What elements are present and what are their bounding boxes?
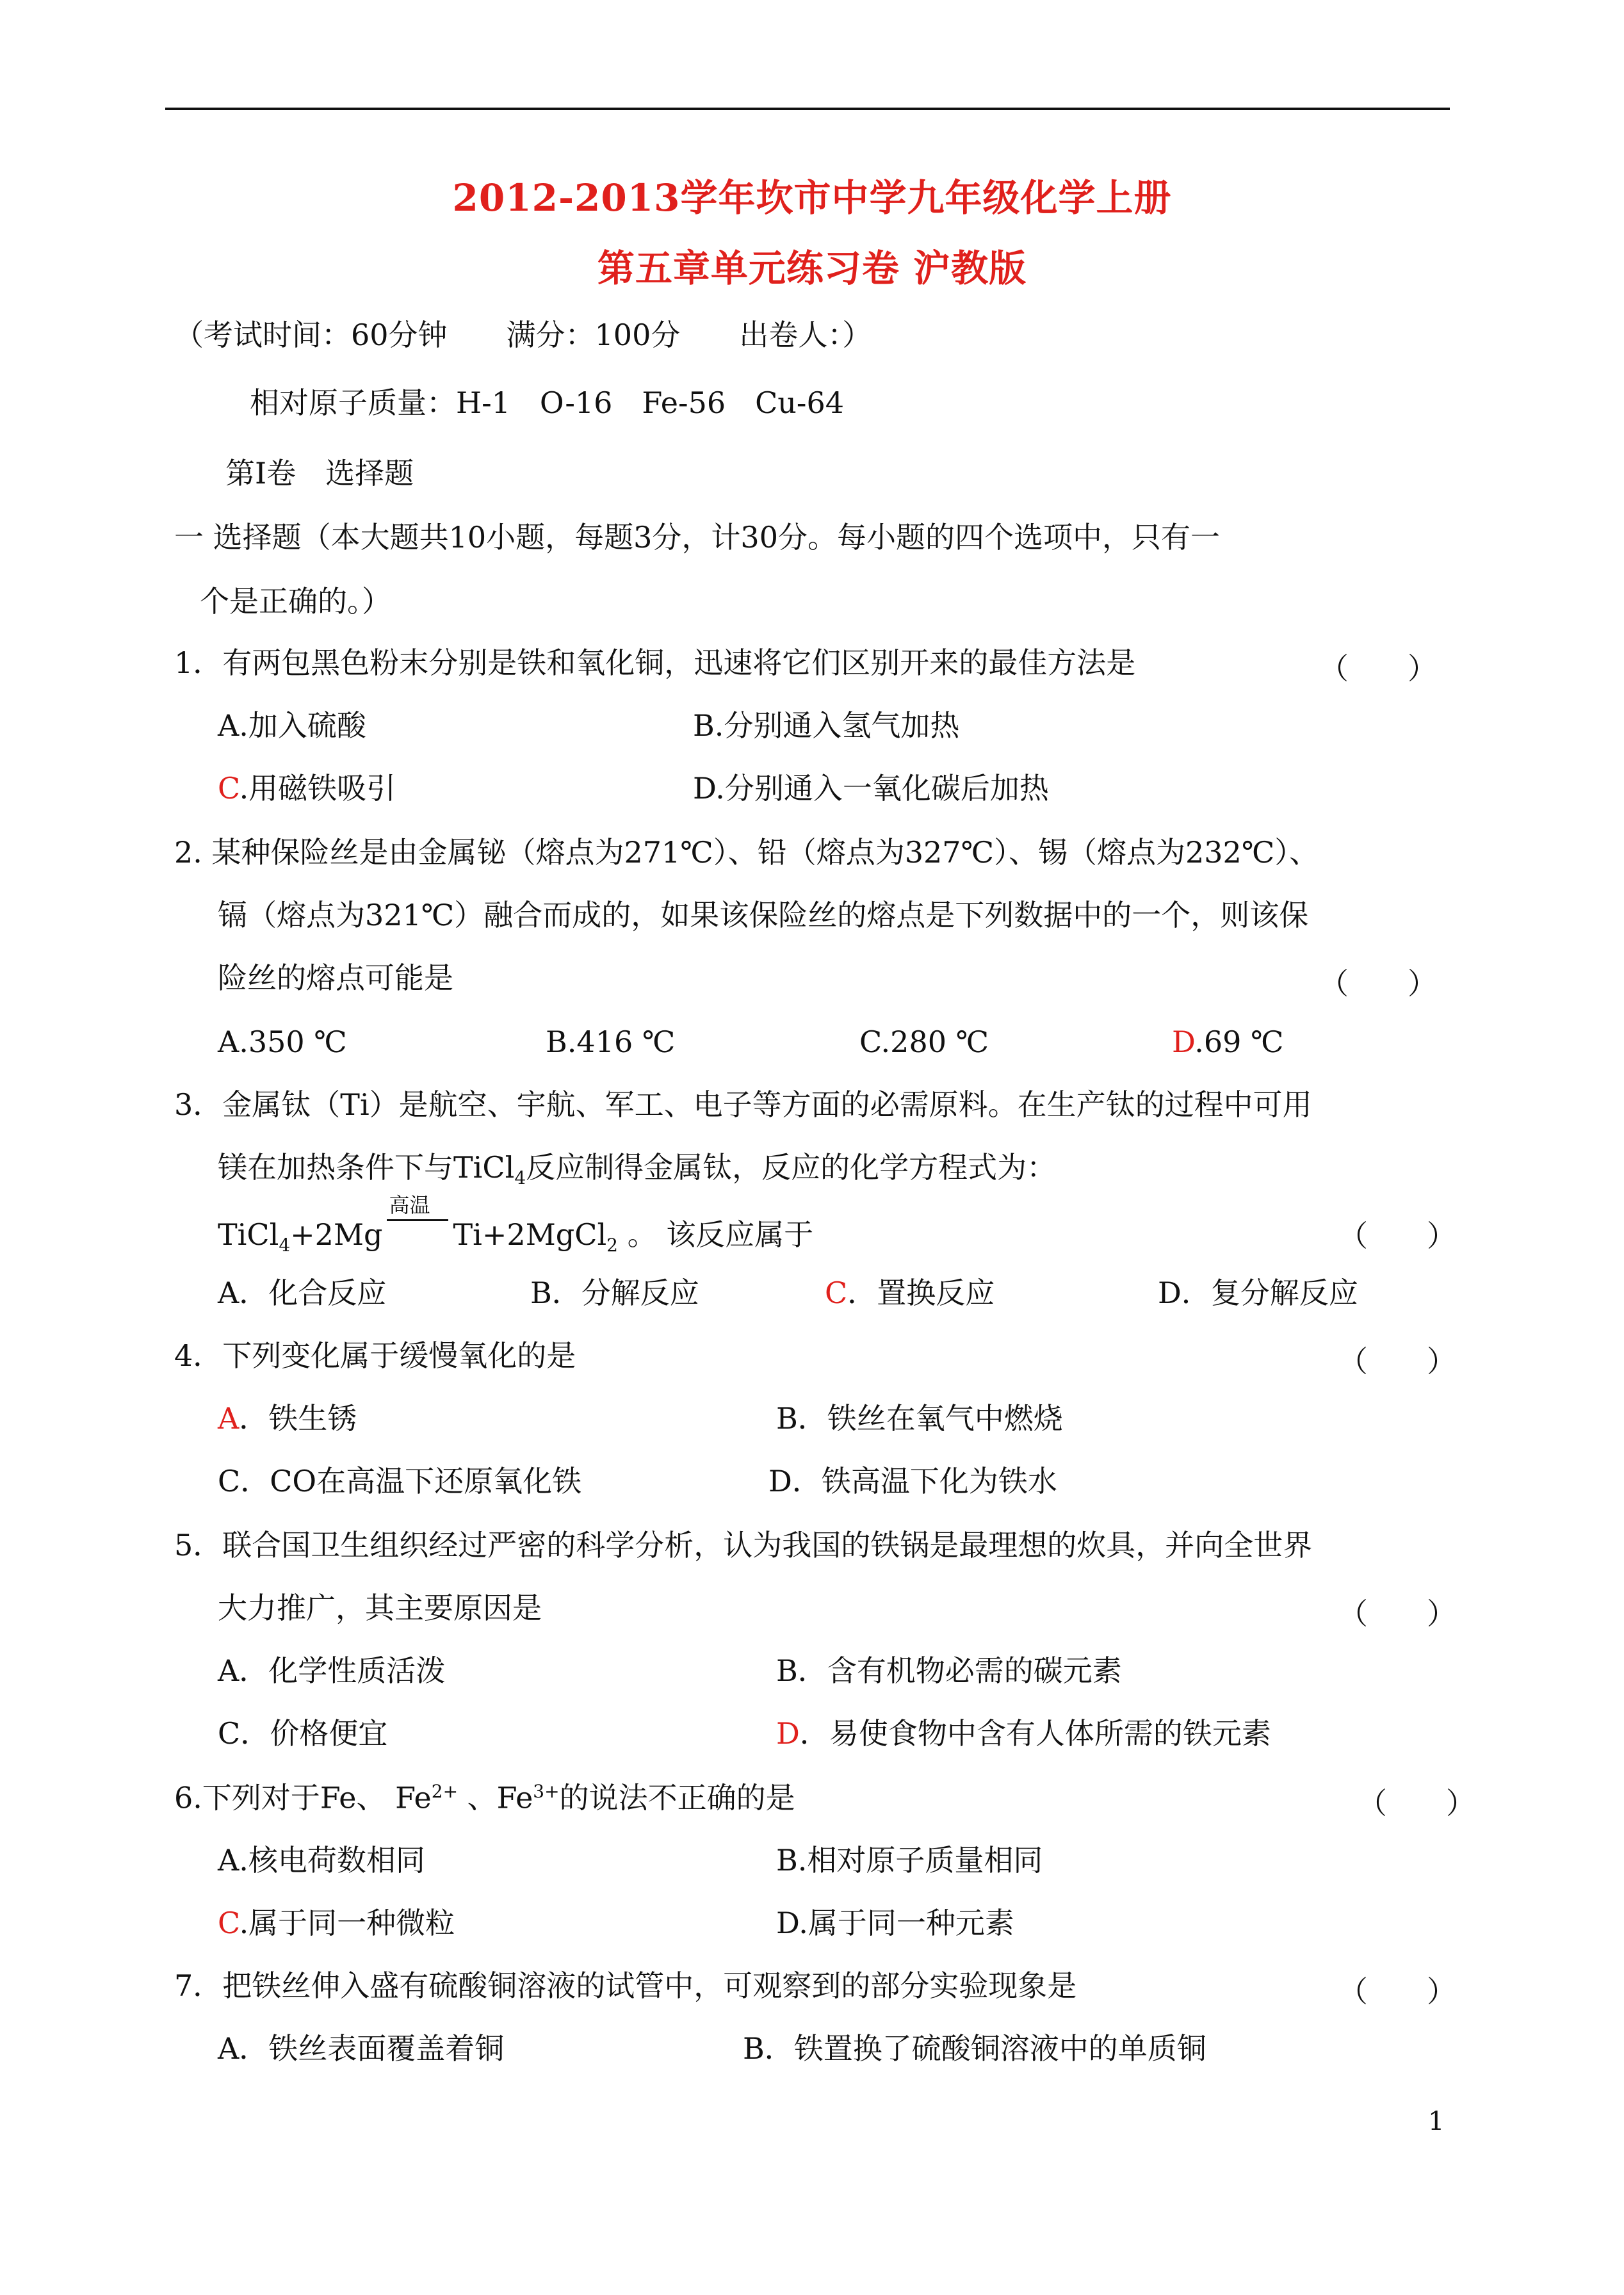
q7-option-a: A．铁丝表面覆盖着铜 [218, 2031, 505, 2066]
atomic-masses: 相对原子质量：H-1 O-16 Fe-56 Cu-64 [250, 385, 844, 420]
q3-answer-marker: C [825, 1276, 848, 1310]
q5-answer-marker: D [776, 1716, 800, 1751]
q1-answer-paren: （ ） [1319, 651, 1437, 686]
exam-info: （考试时间：60分钟 满分：100分 出卷人：） [174, 318, 872, 352]
q3-option-b: B．分解反应 [530, 1276, 699, 1310]
q7-option-b: B．铁置换了硫酸铜溶液中的单质铜 [743, 2031, 1206, 2066]
title-line-2: 第五章单元练习卷 沪教版 [597, 247, 1027, 290]
q4-answer-marker: A [218, 1401, 240, 1436]
q5-answer-paren: （ ） [1338, 1596, 1456, 1631]
instructions-line-1: 一 选择题（本大题共10小题，每题3分，计30分。每小题的四个选项中，只有一 [174, 520, 1220, 555]
q2-option-c: C.280 ℃ [859, 1025, 989, 1059]
q4-option-b: B．铁丝在氧气中燃烧 [776, 1401, 1063, 1436]
q1-stem: 1．有两包黑色粉末分别是铁和氧化铜，迅速将它们区别开来的最佳方法是 [174, 645, 1136, 680]
reaction-arrow-line [387, 1219, 448, 1221]
section-title: 第Ⅰ卷 选择题 [225, 456, 414, 491]
q3-option-a: A．化合反应 [218, 1276, 387, 1310]
q5-stem-2: 大力推广，其主要原因是 [218, 1591, 542, 1625]
page-number: 1 [1428, 2107, 1445, 2136]
q2-stem-1: 2. 某种保险丝是由金属铋（熔点为271℃）、铅（熔点为327℃）、锡（熔点为232℃）、 [174, 835, 1319, 870]
q4-option-d: D．铁高温下化为铁水 [768, 1464, 1057, 1498]
q2-option-b: B.416 ℃ [546, 1025, 676, 1059]
q1-option-a: A.加入硫酸 [218, 708, 366, 743]
q3-equation: TiCl$_4$+2Mg 高温 Ti+2MgCl$_2$ 。 该反应属于 [218, 1193, 814, 1256]
q6-option-a: A.核电荷数相同 [218, 1843, 425, 1877]
q7-stem: 7．把铁丝伸入盛有硫酸铜溶液的试管中，可观察到的部分实验现象是 [174, 1968, 1077, 2003]
q1-option-d: D.分别通入一氧化碳后加热 [693, 771, 1049, 806]
q2-answer-marker: D [1172, 1025, 1195, 1059]
q3-stem-2: 镁在加热条件下与TiCl$_4$反应制得金属钛，反应的化学方程式为： [218, 1150, 1057, 1189]
q6-option-b: B.相对原子质量相同 [776, 1843, 1043, 1877]
q3-option-c: C．置换反应 [825, 1276, 995, 1310]
q2-option-a: A.350 ℃ [218, 1025, 347, 1059]
q5-option-a: A．化学性质活泼 [218, 1653, 446, 1688]
q6-option-c: C.属于同一种微粒 [218, 1906, 455, 1940]
q6-answer-marker: C [218, 1906, 240, 1940]
instructions-line-2: 个是正确的。） [200, 584, 391, 619]
q5-option-b: B．含有机物必需的碳元素 [776, 1653, 1122, 1688]
q4-stem: 4．下列变化属于缓慢氧化的是 [174, 1338, 576, 1373]
q6-stem: 6.下列对于Fe、 $Fe^{2+}$ 、$Fe^{3+}$的说法不正确的是 [174, 1780, 795, 1815]
q2-stem-3: 险丝的熔点可能是 [218, 961, 453, 995]
q3-option-d: D．复分解反应 [1158, 1276, 1358, 1310]
q3-stem-1: 3．金属钛（Ti）是航空、宇航、军工、电子等方面的必需原料。在生产钛的过程中可用 [174, 1087, 1312, 1122]
q2-answer-paren: （ ） [1319, 966, 1437, 1001]
q4-option-c: C．CO在高温下还原氧化铁 [218, 1464, 582, 1498]
q5-option-c: C．价格便宜 [218, 1716, 388, 1751]
top-rule [165, 108, 1450, 110]
q2-stem-2: 镉（熔点为321℃）融合而成的，如果该保险丝的熔点是下列数据中的一个，则该保 [218, 898, 1309, 932]
q1-option-b: B.分别通入氢气加热 [693, 708, 960, 743]
q4-option-a: A．铁生锈 [218, 1401, 357, 1436]
title-line-1: 2012-2013学年坎市中学九年级化学上册 [452, 176, 1172, 220]
q5-stem-1: 5．联合国卫生组织经过严密的科学分析，认为我国的铁锅是最理想的炊具，并向全世界 [174, 1528, 1313, 1562]
q1-option-c: C.用磁铁吸引 [218, 771, 396, 806]
reaction-condition: 高温 [383, 1215, 453, 1245]
q5-option-d: D．易使食物中含有人体所需的铁元素 [776, 1716, 1271, 1751]
q2-option-d: D.69 ℃ [1172, 1025, 1284, 1059]
q4-answer-paren: （ ） [1338, 1344, 1456, 1379]
q1-answer-marker: C [218, 771, 240, 806]
q6-option-d: D.属于同一种元素 [776, 1906, 1014, 1940]
q3-answer-paren: （ ） [1338, 1219, 1456, 1253]
q7-answer-paren: （ ） [1338, 1974, 1456, 2009]
q6-answer-paren: （ ） [1358, 1786, 1475, 1821]
